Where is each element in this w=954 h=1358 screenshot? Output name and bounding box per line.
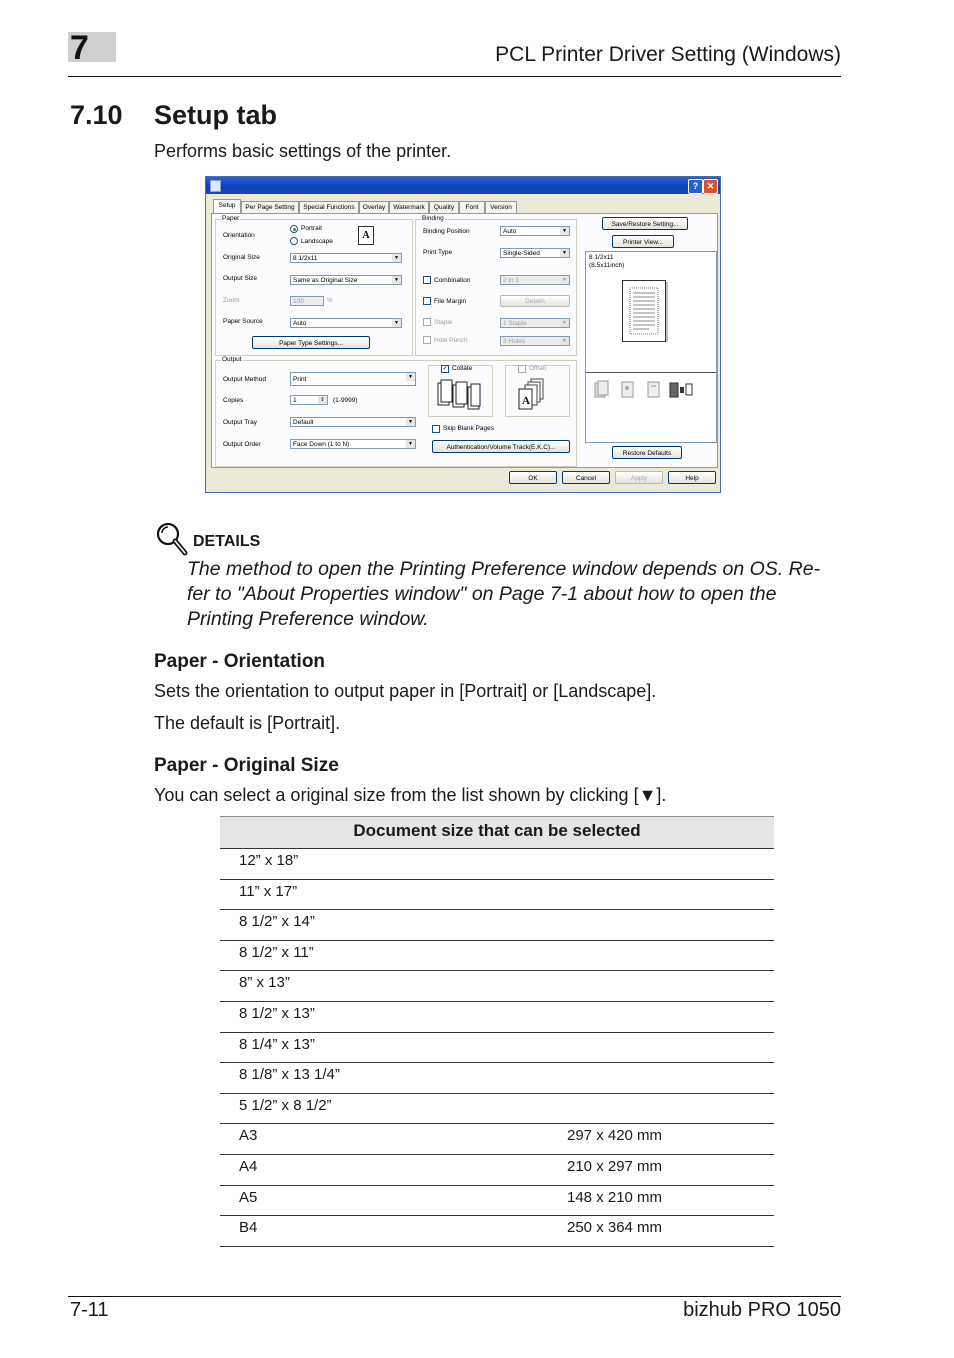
table-row — [220, 1094, 774, 1125]
size-name-cell: 8 1/2” x 14” — [239, 913, 315, 931]
table-row — [220, 1002, 774, 1033]
size-name-cell: 8 1/4” x 13” — [239, 1035, 315, 1053]
section-intro: Performs basic settings of the printer. — [154, 141, 452, 161]
combination-checkbox[interactable] — [423, 276, 431, 284]
zoom-label: Zoom — [223, 297, 240, 304]
tab-watermark[interactable]: Watermark — [389, 201, 429, 213]
table-row — [220, 1186, 774, 1217]
original-size-heading: Paper - Original Size — [154, 755, 339, 776]
table-row — [220, 880, 774, 911]
hole-punch-checkbox[interactable] — [423, 336, 431, 344]
copies-range: (1-9999) — [333, 397, 358, 404]
output-tray-value: Default — [293, 419, 314, 426]
skip-blank-pages-checkbox[interactable] — [432, 425, 440, 433]
skip-blank-pages-label: Skip Blank Pages — [443, 425, 494, 432]
original-size-text: You can select a original size from the list shown by clicking [▼]. — [154, 785, 667, 805]
size-name-cell: 8” x 13” — [239, 974, 290, 992]
output-group-title: Output — [222, 356, 242, 363]
dropdown-arrow-icon: ▼ — [560, 276, 569, 284]
finishing-icons — [592, 379, 710, 401]
paper-group-title: Paper — [222, 215, 240, 222]
zoom-input[interactable] — [290, 296, 324, 306]
paper-source-value: Auto — [293, 320, 307, 327]
offset-pages-icon — [517, 377, 551, 411]
cancel-button[interactable]: Cancel — [562, 471, 610, 484]
dropdown-arrow-icon: ▼ — [560, 319, 569, 327]
dropdown-arrow-icon: ▼ — [560, 227, 569, 235]
size-name-cell: 5 1/2” x 8 1/2” — [239, 1096, 332, 1114]
spinner-icon[interactable]: ⇕ — [318, 396, 327, 404]
size-name-cell: A4 — [239, 1157, 258, 1175]
tab-overlay[interactable]: Overlay — [359, 201, 389, 213]
size-name-cell: A5 — [239, 1188, 258, 1206]
size-name-cell: 11” x 17” — [239, 882, 298, 900]
table-row — [220, 1063, 774, 1094]
orientation-preview-icon: A — [358, 226, 374, 245]
running-title: PCL Printer Driver Setting (Windows) — [495, 43, 841, 66]
zoom-unit: % — [327, 297, 333, 304]
table-body — [220, 849, 774, 1247]
print-type-label: Print Type — [423, 249, 453, 256]
output-order-select[interactable] — [290, 439, 416, 449]
file-margin-label: File Margin — [434, 298, 467, 305]
size-mm-cell: 297 x 420 mm — [567, 1127, 663, 1145]
output-size-value: Same as Original Size — [293, 277, 358, 284]
tab-font[interactable]: Font — [459, 201, 485, 213]
details-line: fer to "About Properties window" on Page 7-1 about how to open the — [187, 583, 777, 605]
table-row — [220, 1124, 774, 1155]
tab-version[interactable]: Version — [485, 201, 517, 213]
output-size-label: Output Size — [223, 275, 257, 282]
table-row — [220, 971, 774, 1002]
magnifier-icon — [156, 522, 188, 561]
output-order-value: Face Down (1 to N) — [293, 441, 350, 448]
printer-dialog-screenshot — [205, 176, 721, 493]
orientation-default-text: The default is [Portrait]. — [154, 713, 341, 733]
copies-label: Copies — [223, 397, 244, 404]
section-number: 7.10 — [70, 100, 123, 130]
staple-value: 1 Staple — [503, 320, 527, 327]
details-text — [187, 557, 847, 632]
table-header: Document size that can be selected — [220, 816, 774, 849]
size-mm-cell: 210 x 297 mm — [567, 1157, 663, 1175]
authentication-button[interactable]: Authentication/Volume Track(E.K.C)... — [432, 440, 570, 453]
binding-position-value: Auto — [503, 228, 517, 235]
setup-panel — [211, 213, 718, 468]
copies-input[interactable] — [290, 395, 328, 405]
binding-position-label: Binding Position — [423, 228, 470, 235]
combination-label: Combination — [434, 277, 471, 284]
zoom-value: 100 — [293, 298, 304, 305]
preview-divider — [586, 372, 716, 373]
offset-checkbox[interactable] — [518, 365, 526, 373]
binding-position-select[interactable] — [500, 226, 570, 236]
svg-text:A: A — [522, 395, 530, 407]
original-size-value: 8 1/2x11 — [293, 255, 318, 262]
combination-value: 2 in 1 — [503, 277, 519, 284]
details-line: The method to open the Printing Preference window depends on OS. Re- — [187, 558, 821, 580]
footer-rule — [68, 1296, 841, 1297]
dropdown-arrow-icon: ▼ — [406, 373, 415, 381]
size-mm-cell: 250 x 364 mm — [567, 1219, 663, 1237]
table-row — [220, 1216, 774, 1247]
tab-setup[interactable]: Setup — [213, 199, 241, 213]
combination-select[interactable] — [500, 275, 570, 285]
output-method-select[interactable] — [290, 372, 416, 386]
preview-pane — [585, 251, 717, 443]
paper-source-select[interactable] — [290, 318, 402, 328]
orientation-text: Sets the orientation to output paper in [Portrait] or [Landscape]. — [154, 681, 657, 701]
hole-punch-select[interactable] — [500, 336, 570, 346]
preview-size-line1: 8 1/2x11 — [589, 254, 614, 261]
orientation-label: Orientation — [223, 232, 255, 239]
dropdown-arrow-icon: ▼ — [560, 337, 569, 345]
offset-label: Offset — [529, 365, 547, 372]
close-title-button[interactable]: ✕ — [703, 179, 718, 194]
print-type-value: Single-Sided — [503, 250, 540, 257]
table-row — [220, 1155, 774, 1186]
preview-size-line2: (8.5x11inch) — [589, 262, 625, 269]
file-margin-checkbox[interactable] — [423, 297, 431, 305]
restore-defaults-button[interactable]: Restore Defaults — [612, 446, 682, 459]
dropdown-arrow-icon: ▼ — [406, 440, 415, 448]
size-name-cell: B4 — [239, 1219, 258, 1237]
product-name: bizhub PRO 1050 — [683, 1299, 841, 1321]
table-row — [220, 1033, 774, 1064]
output-order-label: Output Order — [223, 441, 261, 448]
section-title-text: Setup tab — [154, 100, 278, 130]
portrait-radio[interactable] — [290, 225, 298, 233]
paper-source-label: Paper Source — [223, 318, 263, 325]
output-size-select[interactable] — [290, 275, 402, 285]
output-method-label: Output Method — [223, 376, 266, 383]
dropdown-arrow-icon: ▼ — [392, 254, 401, 262]
size-name-cell: 8 1/2” x 13” — [239, 1004, 315, 1022]
print-type-select[interactable] — [500, 248, 570, 258]
original-size-select[interactable] — [290, 253, 402, 263]
staple-select[interactable] — [500, 318, 570, 328]
page-preview-icon — [622, 280, 666, 342]
printer-view-button[interactable]: Printer View... — [612, 235, 674, 248]
chapter-number: 7 — [70, 29, 89, 67]
size-name-cell: 12” x 18” — [239, 852, 299, 869]
dropdown-arrow-icon: ▼ — [392, 319, 401, 327]
table-row — [220, 849, 774, 880]
copies-value: 1 — [293, 397, 297, 404]
header-rule — [68, 76, 841, 77]
help-button[interactable]: Help — [668, 471, 716, 484]
size-mm-cell: 148 x 210 mm — [567, 1188, 663, 1206]
tab-per-page-setting[interactable]: Per Page Setting — [241, 201, 299, 213]
binding-group-title: Binding — [422, 215, 444, 222]
ok-button[interactable]: OK — [509, 471, 557, 484]
section-title — [70, 98, 277, 132]
output-method-value: Print — [293, 376, 307, 383]
collate-pages-icon — [436, 377, 482, 411]
size-name-cell: 8 1/2” x 11” — [239, 943, 314, 961]
details-line: Printing Preference window. — [187, 608, 429, 630]
document-size-table — [220, 816, 774, 1247]
staple-checkbox[interactable] — [423, 318, 431, 326]
page-number: 7-11 — [70, 1299, 109, 1321]
dialog-titlebar — [206, 177, 720, 194]
dropdown-arrow-icon: ▼ — [392, 276, 401, 284]
collate-checkbox[interactable]: ✓ — [442, 366, 448, 372]
paper-type-settings-button[interactable]: Paper Type Settings... — [252, 336, 370, 349]
collate-label: Collate — [452, 365, 473, 372]
staple-label: Staple — [434, 319, 453, 326]
details-button[interactable]: Details — [500, 295, 570, 307]
output-tray-select[interactable] — [290, 417, 416, 427]
hole-punch-value: 3 Holes — [503, 338, 526, 345]
help-title-button[interactable]: ? — [688, 179, 703, 194]
size-name-cell: 8 1/8” x 13 1/4” — [239, 1066, 340, 1084]
orientation-heading: Paper - Orientation — [154, 651, 326, 672]
portrait-label: Portrait — [301, 225, 322, 232]
save-restore-setting-button[interactable]: Save/Restore Setting... — [602, 217, 688, 230]
table-row — [220, 941, 774, 972]
tab-quality[interactable]: Quality — [429, 201, 459, 213]
original-size-label: Original Size — [223, 254, 260, 261]
landscape-label: Landscape — [301, 238, 333, 245]
table-row — [220, 910, 774, 941]
hole-punch-label: Hole Punch — [434, 337, 468, 344]
apply-button[interactable]: Apply — [615, 471, 663, 484]
dropdown-arrow-icon: ▼ — [406, 418, 415, 426]
size-name-cell: A3 — [239, 1127, 258, 1145]
details-label: DETAILS — [193, 533, 261, 550]
dropdown-arrow-icon: ▼ — [560, 249, 569, 257]
tab-special-functions[interactable]: Special Functions — [299, 201, 359, 213]
landscape-radio[interactable] — [290, 237, 298, 245]
printer-icon — [210, 180, 221, 192]
output-tray-label: Output Tray — [223, 419, 257, 426]
